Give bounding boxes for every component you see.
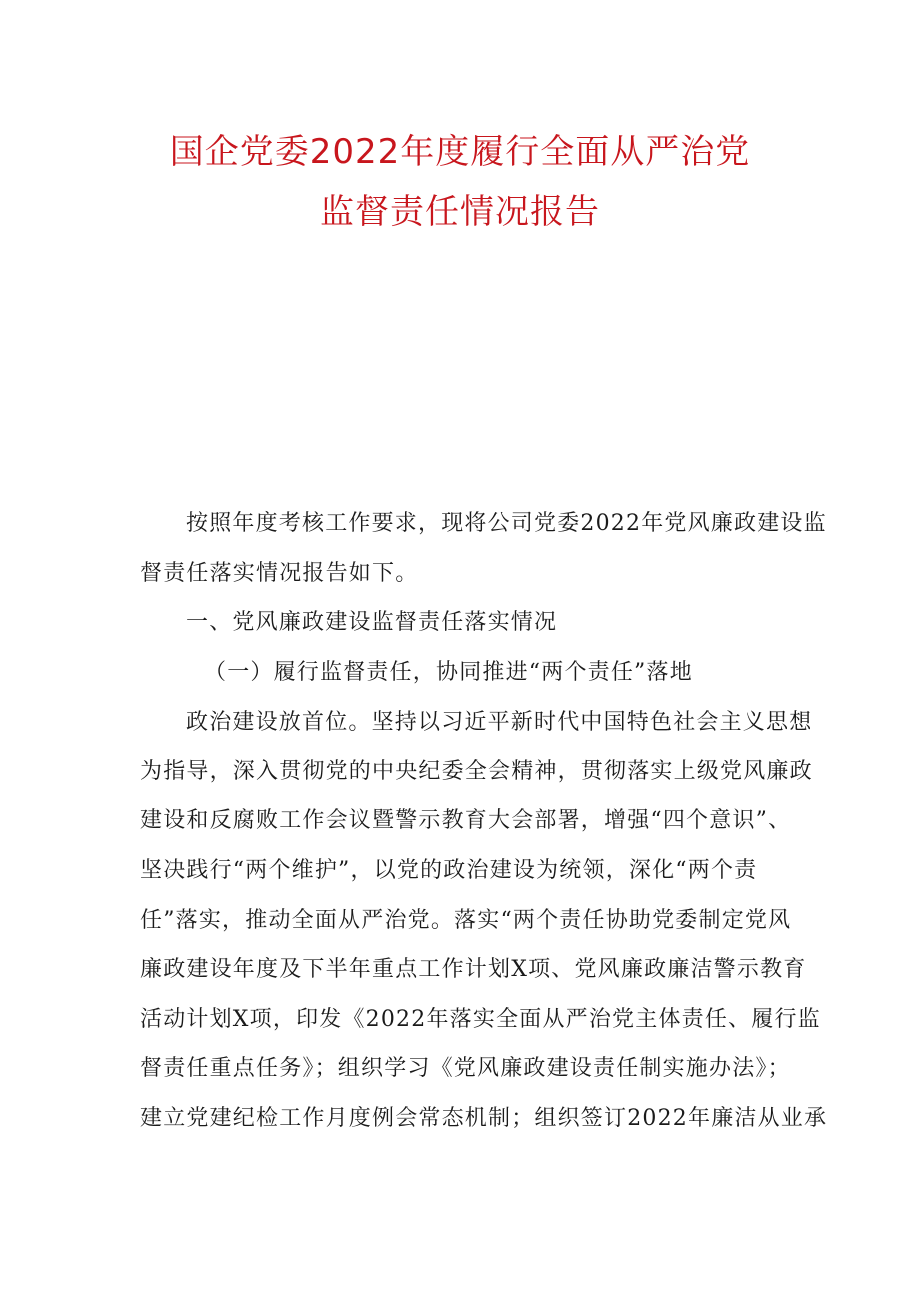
section-heading-1: 一、党风廉政建设监督责任落实情况 xyxy=(186,610,558,635)
body-line-7: 建设和反腐败工作会议暨警示教育大会部署，增强“四个意识”、 xyxy=(140,808,792,833)
document-title-line-1: 国企党委2022年度履行全面从严治党 xyxy=(169,132,751,172)
body-line-6: 为指导，深入贯彻党的中央纪委全会精神，贯彻落实上级党风廉政 xyxy=(140,759,813,784)
body-line-1: 按照年度考核工作要求，现将公司党委2022年党风廉政建设监 xyxy=(186,511,827,536)
body-line-8: 坚决践行“两个维护”，以党的政治建设为统领，深化“两个责 xyxy=(140,858,758,883)
body-line-12: 督责任重点任务》；组织学习《党风廉政建设责任制实施办法》； xyxy=(140,1056,791,1081)
document-title-line-2: 监督责任情况报告 xyxy=(320,192,600,232)
body-line-11: 活动计划X项，印发《2022年落实全面从严治党主体责任、履行监 xyxy=(140,1007,821,1032)
body-line-10: 廉政建设年度及下半年重点工作计划X项、党风廉政廉洁警示教育 xyxy=(140,957,807,982)
body-line-5: 政治建设放首位。坚持以习近平新时代中国特色社会主义思想 xyxy=(186,710,813,735)
subsection-heading-1: （一）履行监督责任，协同推进“两个责任”落地 xyxy=(204,660,693,685)
body-line-13: 建立党建纪检工作月度例会常态机制；组织签订2022年廉洁从业承 xyxy=(140,1106,828,1131)
body-line-2: 督责任落实情况报告如下。 xyxy=(140,561,419,586)
body-line-9: 任”落实，推动全面从严治党。落实“两个责任协助党委制定党风 xyxy=(140,908,792,933)
